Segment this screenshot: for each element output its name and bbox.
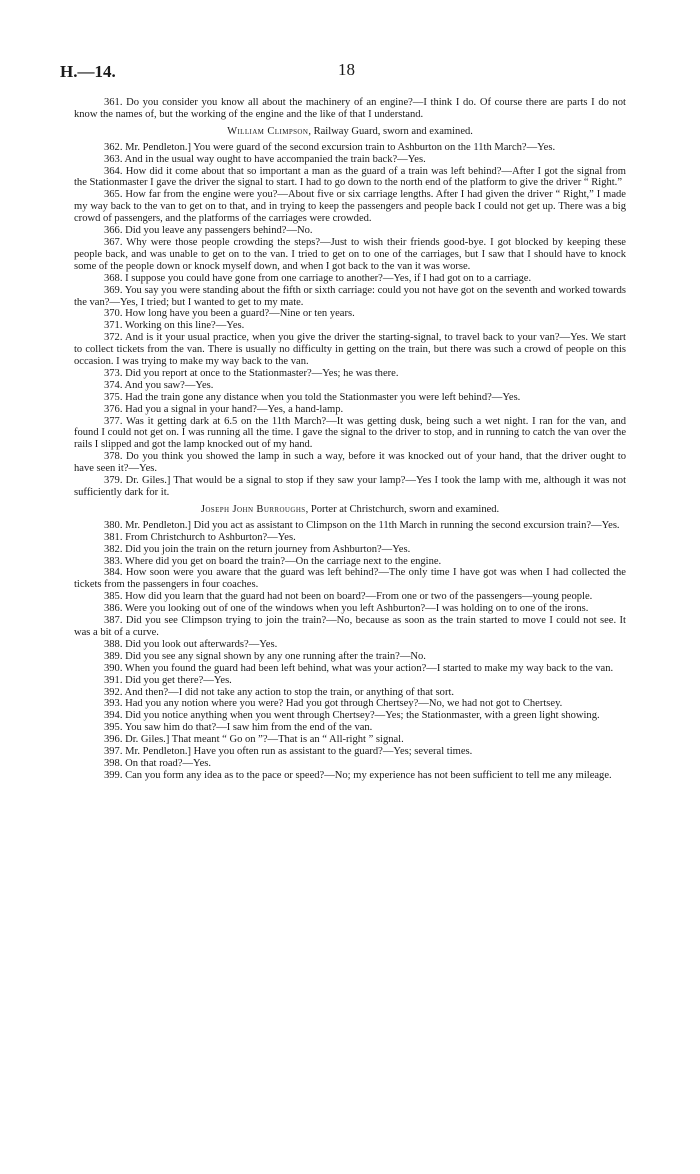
document-id: H.—14. (60, 62, 116, 81)
question-paragraph: 366. Did you leave any passengers behind?—No. (104, 225, 313, 237)
question-paragraph: 383. Where did you get on board the train?—On the carriage next to the engine. (104, 555, 442, 567)
question-paragraph: 364. How did it come about that so important a man as the guard of a train was left behind?—After I got the signal from the Stationmaster I gave the driver the signal to start. I had to go down to the north end of the platform to give the driver “ Right.” (74, 165, 626, 189)
question-paragraph: 388. Did you look out afterwards?—Yes. (104, 638, 278, 650)
question-paragraph: 384. How soon were you aware that the guard was left behind?—The only time I have got was when I had collected the tickets from the passengers in four coaches. (74, 567, 626, 591)
witness-name: Joseph John Burroughs (200, 503, 306, 515)
question-paragraph: 392. And then?—I did not take any action to stop the train, or anything of that sort. (104, 686, 455, 698)
question-paragraph: 371. Working on this line?—Yes. (104, 320, 245, 332)
question-paragraph: 377. Was it getting dark at 6.5 on the 11th March?—It was getting dusk, being such a wet night. I ran for the van, and found I could not get on. I was running all the time. I gave the signal to the driver to stop, and in running to catch the van over the rails I slipped and got the lamp knocked out of my hand. (74, 415, 626, 451)
question-paragraph: 369. You say you were standing about the fifth or sixth carriage: could you not have got on the seventh and worked towards the van?—Yes, I tried; but I wanted to get to my mate. (74, 284, 626, 308)
question-paragraph: 381. From Christchurch to Ashburton?—Yes. (104, 531, 296, 543)
page-header (0, 62, 700, 86)
question-paragraph: 389. Did you see any signal shown by any one running after the train?—No. (104, 650, 426, 662)
question-paragraph: 361. Do you consider you know all about the machinery of an engine?—I think I do. Of course there are parts I do not know the names of, but the working of the engine and the like of that I understand. (74, 97, 626, 120)
question-paragraph: 363. And in the usual way ought to have accompanied the train back?—Yes. (104, 153, 426, 165)
question-paragraph: 386. Were you looking out of one of the windows when you left Ashburton?—I was holding on to one of the irons. (104, 603, 589, 615)
witness-heading (74, 504, 626, 516)
witness-heading (74, 126, 626, 138)
question-paragraph: 374. And you saw?—Yes. (104, 379, 214, 391)
question-paragraph: 396. Dr. Giles.] That meant “ Go on ”?—That is an “ All-right ” signal. (104, 734, 404, 746)
question-paragraph: 368. I suppose you could have gone from one carriage to another?—Yes, if I had got on to a carriage. (104, 272, 532, 284)
document-body (74, 97, 626, 782)
witness-description: , Porter at Christchurch, sworn and examined. (305, 503, 500, 515)
question-paragraph: 385. How did you learn that the guard had not been on board?—From one or two of the passengers—young people. (104, 591, 593, 603)
question-paragraph: 387. Did you see Climpson trying to join the train?—No, because as soon as the train started to move I could not see. It was a bit of a curve. (74, 615, 626, 638)
witness-description: , Railway Guard, sworn and examined. (308, 125, 473, 137)
witness-name: William Climpson (227, 125, 309, 137)
page-number: 18 (338, 60, 355, 79)
question-paragraph: 375. Had the train gone any distance when you told the Stationmaster you were left behind?—Yes. (104, 391, 521, 403)
question-paragraph: 397. Mr. Pendleton.] Have you often run as assistant to the guard?—Yes; several times. (104, 746, 473, 758)
question-paragraph: 399. Can you form any idea as to the pace or speed?—No; my experience has not been sufficient to tell me any mileage. (104, 769, 612, 781)
question-paragraph: 362. Mr. Pendleton.] You were guard of the second excursion train to Ashburton on the 11th March?—Yes. (104, 141, 556, 153)
question-paragraph: 365. How far from the engine were you?—About five or six carriage lengths. After I had given the driver “ Right,” I made my way back to the van to get on to that, and in trying to keep the passengers and people back I could not get up. There was a big crowd of passengers, and the platforms of the carriages were crowded. (74, 189, 626, 225)
question-paragraph: 370. How long have you been a guard?—Nine or ten years. (104, 308, 355, 320)
question-paragraph: 372. And is it your usual practice, when you give the driver the starting-signal, to travel back to your van?—Yes. We start to collect tickets from the van. There is usually no difficulty in getting on the train, but there was such a crowd of people on this occasion. I was trying to make my way back to the van. (74, 332, 626, 368)
question-paragraph: 378. Do you think you showed the lamp in such a way, before it was knocked out of your hand, that the driver ought to have seen it?—Yes. (74, 451, 626, 475)
question-paragraph: 391. Did you get there?—Yes. (104, 674, 232, 686)
question-paragraph: 393. Had you any notion where you were? Had you got through Chertsey?—No, we had not got to Chertsey. (104, 698, 563, 710)
question-paragraph: 394. Did you notice anything when you went through Chertsey?—Yes; the Stationmaster, with a green light showing. (104, 710, 600, 722)
question-paragraph: 382. Did you join the train on the return journey from Ashburton?—Yes. (104, 543, 411, 555)
question-paragraph: 376. Had you a signal in your hand?—Yes, a hand-lamp. (104, 403, 344, 415)
question-paragraph: 373. Did you report at once to the Stationmaster?—Yes; he was there. (104, 367, 399, 379)
question-paragraph: 390. When you found the guard had been left behind, what was your action?—I started to make my way back to the van. (104, 662, 614, 674)
question-paragraph: 367. Why were those people crowding the steps?—Just to wish their friends good-bye. I got blocked by keeping these people back, and was unable to get on to the van. I tried to get on to one of the carriages, but I saw that I should have to knock some of the people down or knock myself down, and when I got back to the van it was worse. (74, 236, 626, 272)
question-paragraph: 395. You saw him do that?—I saw him from the end of the van. (104, 722, 373, 734)
question-paragraph: 379. Dr. Giles.] That would be a signal to stop if they saw your lamp?—Yes I took the lamp with me, although it was not sufficiently dark for it. (74, 475, 626, 498)
question-paragraph: 398. On that road?—Yes. (104, 757, 212, 769)
question-paragraph: 380. Mr. Pendleton.] Did you act as assistant to Climpson on the 11th March in running the second excursion train?—Yes. (104, 519, 620, 531)
